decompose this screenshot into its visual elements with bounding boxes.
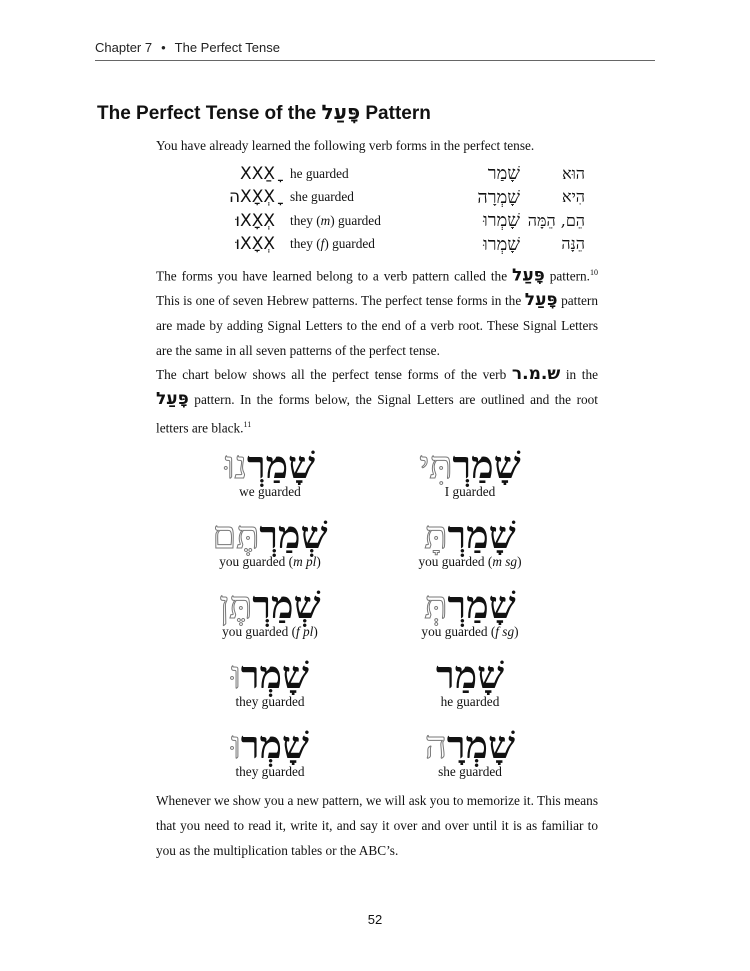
header-bullet: • bbox=[161, 40, 166, 55]
pattern: XָXְXָה bbox=[228, 187, 275, 208]
gloss: they (m) guarded bbox=[290, 212, 381, 228]
title-hebrew: פָּעַל bbox=[321, 100, 361, 124]
paragraph-memorize: Whenever we show you a new pattern, we will ask you to memorize it. This means that you need to read it, write it, and say it over and over until it is as familiar to you as the multiplication tables or the ABC’s. bbox=[156, 793, 598, 858]
hebrew-form bbox=[380, 652, 560, 698]
conjugation-form bbox=[380, 442, 560, 500]
page-number: 52 bbox=[367, 912, 383, 927]
pronoun: הִיא bbox=[562, 187, 585, 207]
root-letters: שְׁמַרְ bbox=[259, 512, 328, 557]
table-row bbox=[205, 186, 585, 210]
form-caption: you guarded (f sg) bbox=[421, 624, 519, 639]
pattern: XָXְXוּ bbox=[235, 234, 275, 255]
intro-text: You have already learned the following verb forms in the perfect tense. bbox=[156, 138, 535, 153]
verb: שָׁמְרוּ bbox=[483, 233, 520, 255]
pronoun: הֵם, הֵמָּה bbox=[527, 210, 585, 230]
verb: שָׁמַר bbox=[487, 163, 520, 185]
root-letters: שָׁמְר bbox=[240, 652, 309, 697]
chapter-label: Chapter 7 bbox=[95, 40, 153, 55]
hebrew-form bbox=[380, 512, 560, 558]
page-title bbox=[97, 100, 431, 125]
hebrew-form bbox=[380, 722, 560, 768]
pronoun: הֵנָּה bbox=[561, 234, 585, 254]
form-caption: he guarded bbox=[440, 694, 500, 709]
signal-letters: תְּ bbox=[424, 583, 448, 627]
root-letters: שָׁמַרְ bbox=[246, 442, 316, 487]
signal-letters: נוּ bbox=[224, 443, 247, 487]
pronoun: הוּא bbox=[562, 163, 585, 183]
conjugation-form bbox=[380, 722, 560, 780]
hebrew-form bbox=[180, 652, 360, 698]
conjugation-form bbox=[180, 582, 360, 640]
header-rule bbox=[95, 60, 655, 61]
hebrew-form bbox=[180, 722, 360, 768]
root-letters: שְׁמַרְ bbox=[252, 582, 321, 627]
gloss: they (f) guarded bbox=[290, 236, 375, 252]
hebrew-form bbox=[380, 582, 560, 628]
paragraph-pattern: The forms you have learned belong to a verb pattern called the פָּעַל pattern.$^{10}$ This is one of seven Hebrew patterns. The perfect tense forms in the פָּעַל pattern are made by adding Signal Letters to the end of a verb root. These Signal Letters are the same in all seven patterns of the perfect tense. bbox=[156, 265, 599, 359]
signal-letters: ה bbox=[425, 723, 447, 767]
table-row bbox=[205, 162, 585, 186]
root-letters: שָׁמַרְ bbox=[447, 512, 516, 557]
root-letters: שָׁמַרְ bbox=[452, 442, 521, 487]
table-row bbox=[205, 209, 585, 233]
footnote-ref[interactable]: 10 bbox=[590, 268, 598, 277]
form-caption: they guarded bbox=[235, 764, 305, 779]
conjugation-form bbox=[180, 442, 360, 500]
form-caption: she guarded bbox=[438, 764, 502, 779]
conjugation-form bbox=[180, 512, 360, 570]
verb: שָׁמְרָה bbox=[477, 186, 520, 208]
form-caption: you guarded (m sg) bbox=[418, 554, 522, 569]
signal-letters: תֶּן bbox=[219, 583, 253, 627]
hebrew-form bbox=[380, 442, 560, 488]
gloss: she guarded bbox=[290, 189, 354, 205]
pattern: XָXְXוּ bbox=[235, 210, 275, 231]
conjugation-form bbox=[180, 652, 360, 710]
hebrew-form bbox=[180, 512, 360, 558]
forms-table bbox=[205, 162, 585, 256]
hebrew-form bbox=[180, 582, 360, 628]
root-letters: שָׁמְר bbox=[240, 722, 309, 767]
table-row bbox=[205, 233, 585, 257]
form-caption: they guarded bbox=[235, 694, 305, 709]
title-suffix: Pattern bbox=[365, 103, 431, 124]
form-caption: I guarded bbox=[444, 484, 496, 499]
paragraph-chart-intro: The chart below shows all the perfect tense forms of the verb ש.מ.ר in the פָּעַל pattern. In the forms below, the Signal Letters are outlined and the root letters are black.$^{11}$ bbox=[156, 364, 599, 436]
hebrew-form bbox=[180, 442, 360, 488]
signal-letters: תֶּם bbox=[212, 513, 260, 557]
root-letters: שָׁמַר bbox=[435, 652, 505, 697]
form-caption: you guarded (m pl) bbox=[219, 554, 321, 569]
verb: שָׁמְרוּ bbox=[483, 210, 520, 232]
signal-letters: תִּי bbox=[419, 443, 453, 487]
pattern: XXַXָ bbox=[240, 163, 275, 184]
root-letters: שָׁמְרָ bbox=[446, 722, 515, 767]
root-letters: שָׁמַרְ bbox=[447, 582, 516, 627]
conjugation-form bbox=[380, 512, 560, 570]
conjugation-form bbox=[380, 652, 560, 710]
signal-letters: וּ bbox=[231, 653, 241, 697]
title-prefix: The Perfect Tense of the bbox=[97, 103, 317, 124]
section-label: The Perfect Tense bbox=[174, 40, 280, 55]
footnote-ref[interactable]: 11 bbox=[243, 420, 252, 429]
conjugation-form bbox=[380, 582, 560, 640]
running-header bbox=[95, 40, 280, 55]
form-caption: we guarded bbox=[239, 484, 301, 499]
gloss: he guarded bbox=[290, 165, 349, 181]
conjugation-form bbox=[180, 722, 360, 780]
form-caption: you guarded (f pl) bbox=[222, 624, 318, 639]
signal-letters: וּ bbox=[231, 723, 241, 767]
signal-letters: תָּ bbox=[424, 513, 448, 557]
